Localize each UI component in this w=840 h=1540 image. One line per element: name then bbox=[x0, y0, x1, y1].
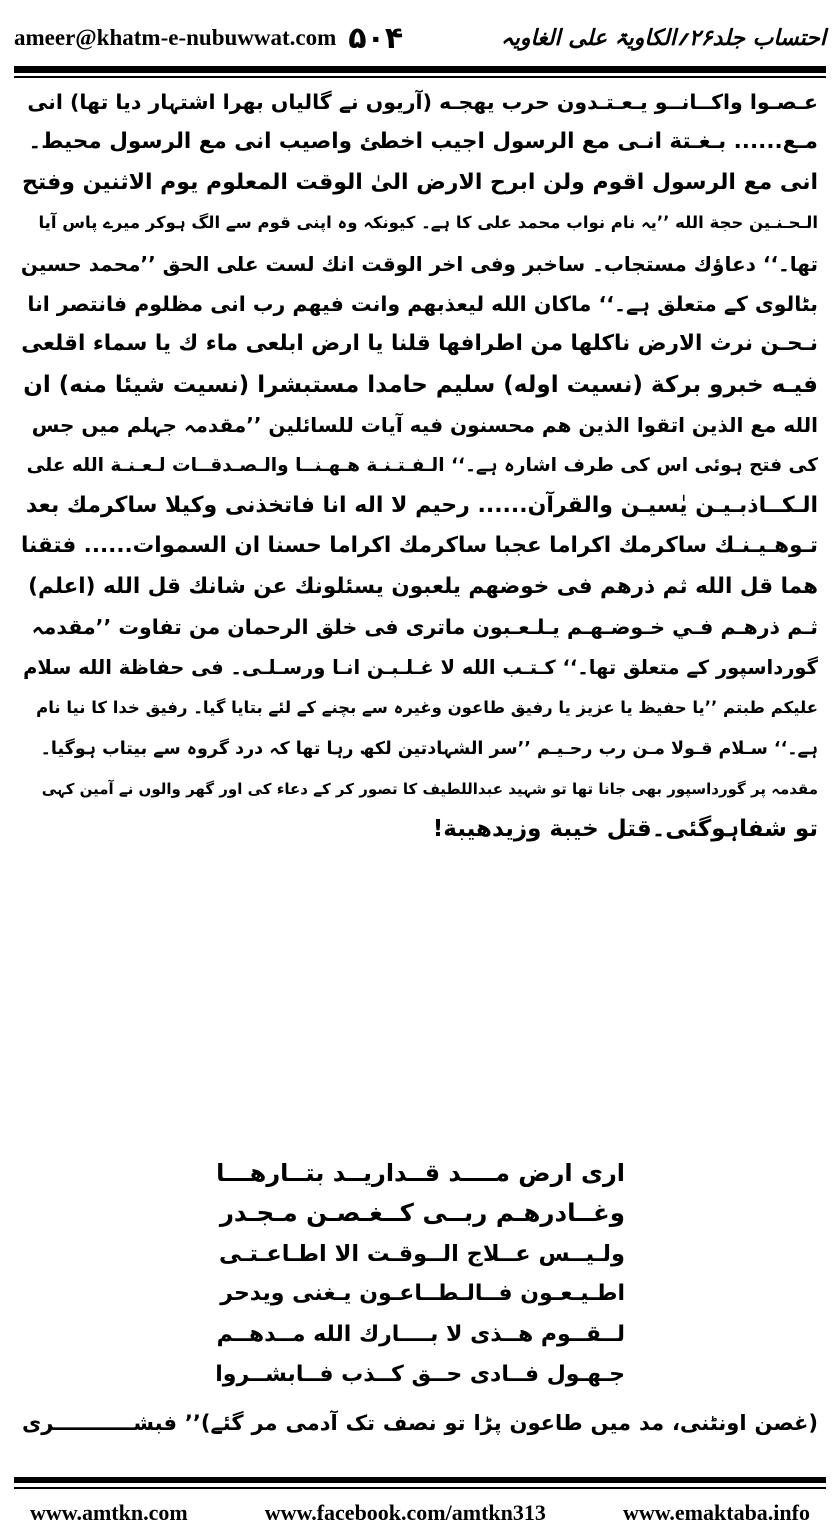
body-line: تـوهـيـنـك ساكرمك اكراما عجبا ساكرمك اكراما حسنا ان السموات...... فتقنا bbox=[21, 533, 818, 559]
page-footer bbox=[14, 1493, 826, 1533]
footer-link-emaktaba[interactable]: www.emaktaba.info bbox=[622, 1500, 810, 1525]
body-line: ہے۔‘‘ سـلام قـولا مـن رب رحـيـم ’’سر الشہادتین لکھ رہا تھا کہ درد گروہ سے بیتاب ہوگیا۔ bbox=[40, 738, 818, 759]
header-email: ameer@khatm-e-nubuwwat.com bbox=[14, 25, 337, 50]
body-line: ثـم ذرهـم فـي خـوضـهـم يـلـعـبون ماتری فی خلق الرحمان من تفاوت ’’مقدمہ bbox=[31, 615, 818, 640]
footer-link-amtkn[interactable]: www.amtkn.com bbox=[30, 1500, 188, 1525]
body-line: مقدمہ پر گورداسپور بھی جانا تھا تو شہید عبداللطیف کا تصور کر کے دعاء کی اور گھر والوں نے آمین کہی bbox=[41, 779, 818, 798]
header-rule-thin bbox=[14, 76, 826, 78]
body-line: عـصـوا واکــانــو يـعـتـدون حرب يهجـه (آریوں نے گالیاں بھرا اشتہار دیا تھا) انی bbox=[27, 90, 818, 114]
header-rule-thick bbox=[14, 66, 826, 73]
running-title: احتساب جلد۲۶؍الکاویۃ علی الغاویہ bbox=[500, 25, 826, 51]
body-line: مـع...... بـغـتة انـی مع الرسول اجيب اخطئ واصيب انی مع الرسول محيط۔ bbox=[28, 129, 818, 155]
page-number: ۵۰۴ bbox=[348, 20, 404, 56]
poem-verse: اری ارض مــــد قــداريــد بتــارهـــا bbox=[216, 1159, 625, 1187]
body-line: تو شفاہوگئی۔قتل خيبة وزيدهيبة! bbox=[432, 816, 818, 843]
body-line: تھا۔‘‘ دعاؤك مستجاب۔ ساخبر وفی اخر الوقت انك لست علی الحق ’’محمد حسین bbox=[20, 251, 818, 276]
footer-link-facebook[interactable]: www.facebook.com/amtkn313 bbox=[264, 1500, 546, 1525]
poem-verse: اطـيـعـون فــالـطــاعـون يـغنی ويدحر bbox=[220, 1281, 625, 1307]
body-line: هما قل الله ثم ذرهم فی خوضهم يلعبون يسئلونك عن شانك قل الله (اعلم) bbox=[28, 573, 818, 599]
closing-note: (غصن اونٹنی، مد میں طاعون پڑا تو نصف تک آدمی مر گئے)’’ فبشـــــــــــری bbox=[22, 1411, 818, 1435]
poem-verse: لــقــوم هــذی لا بــــارك الله مــدهــم bbox=[216, 1321, 625, 1347]
body-line: بٹالوی کے متعلق ہے۔‘‘ ماکان الله ليعذبهم وانت فيهم رب انی مظلوم فانتصر انا bbox=[27, 292, 818, 317]
footer-rule-thick bbox=[14, 1477, 826, 1483]
header-left bbox=[14, 21, 403, 56]
body-line: عليكم طبتم ’’یا حفیظ یا عزیز یا رفیق طاعون وغیرہ سے بچنے کے لئے بتایا گیا۔ رفیق خدا کا نیا نام bbox=[36, 698, 818, 718]
body-line: گورداسپور کے متعلق تھا۔‘‘ كـتـب الله لا غـلـبـن انـا ورسـلـی۔ فی حفاظة الله سلام bbox=[23, 655, 818, 679]
body-line: الـحـنـين حجة الله ’’یہ نام نواب محمد علی کا ہے۔ کیونکہ وہ اپنی قوم سے الگ ہوکر میرے پاس آیا bbox=[38, 213, 818, 233]
body-line: الـكــاذبـيـن يٰسيـن والقرآن...... رحيم لا اله انا فاتخذنی وكيلا ساكرمك بعد bbox=[25, 493, 818, 519]
body-line: فيـه خبرو بركة (نسيت اوله) سليم حامدا مستبشرا (نسيت شيئا منه) ان bbox=[23, 371, 818, 398]
body-line: کی فتح ہوئی اس کی طرف اشارہ ہے۔‘‘ الـفـتـنـة هـهـنــا والـصـدقــات لـعـنـة الله علی bbox=[26, 454, 818, 476]
poem-verse: ولـيــس عــلاج الــوقـت الا اطـاعـتـی bbox=[219, 1240, 625, 1267]
poem bbox=[0, 1153, 840, 1395]
body-line: الله مع الذين اتقوا الذين هم محسنون فيه آيات للسائلين ’’مقدمہ جہلم میں جس bbox=[31, 413, 818, 438]
footer-rule-thin bbox=[14, 1487, 826, 1489]
body-text bbox=[22, 82, 818, 850]
page-header bbox=[14, 14, 826, 62]
poem-verse: جـهـول فــادی حــق كــذب فــابشــروا bbox=[215, 1361, 625, 1387]
body-line: نـحـن نرث الارض ناكلها من اطرافها قلنا يا ارض ابلعی ماء ك يا سماء اقلعی bbox=[21, 331, 818, 357]
body-line: انی مع الرسول اقوم ولن ابرح الارض الیٰ الوقت المعلوم يوم الاثنين وفتح bbox=[22, 169, 818, 195]
poem-verse: وغــادرهـم ربــی كــغـصـن مـجـدر bbox=[219, 1198, 625, 1228]
